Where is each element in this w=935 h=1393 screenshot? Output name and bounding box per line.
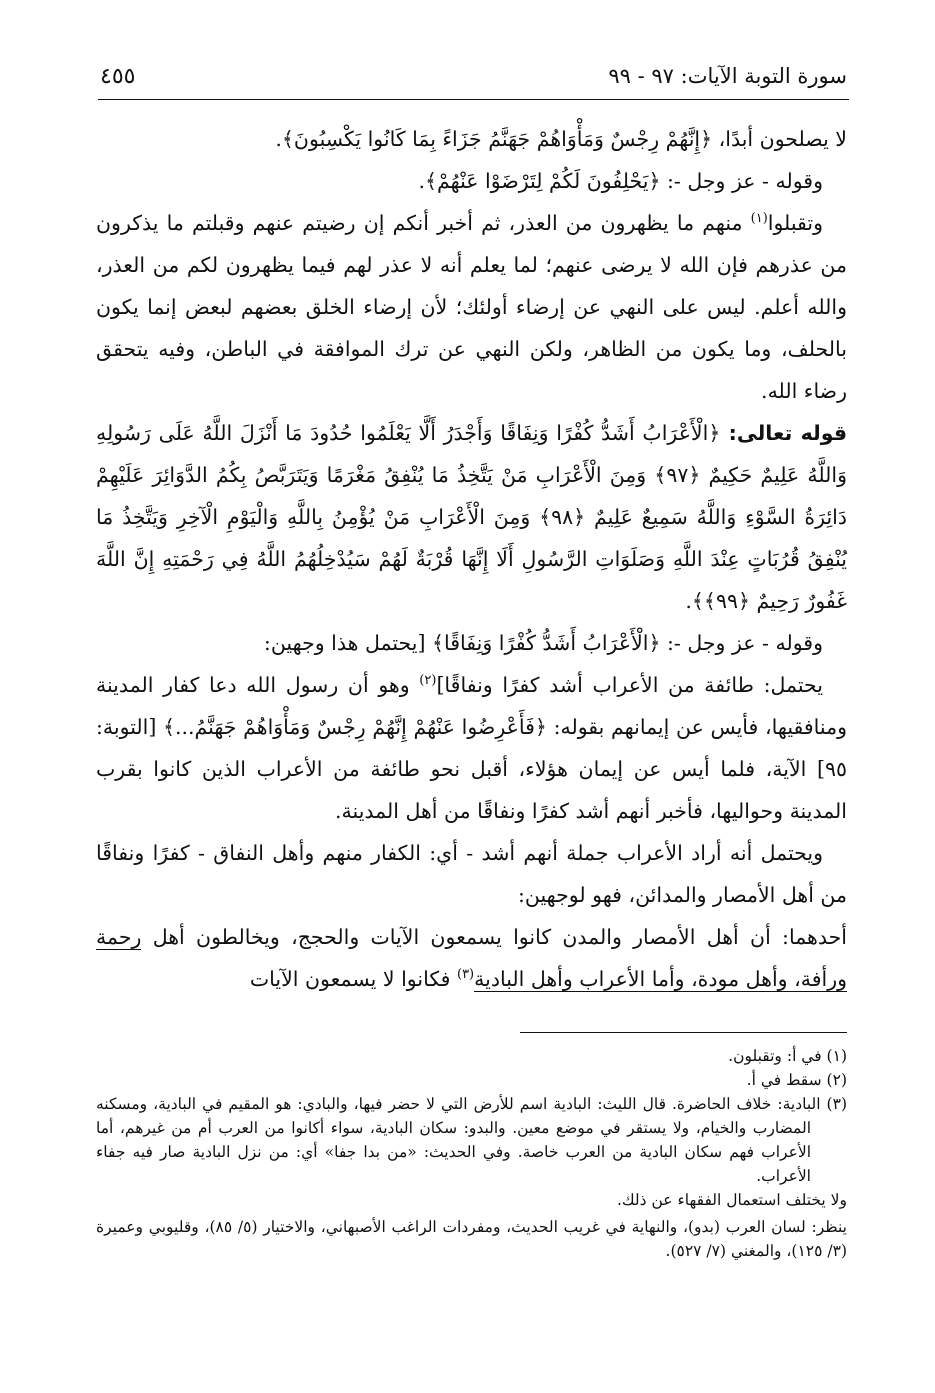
verse-lead: قوله تعالى: (720, 421, 848, 445)
header-rule (98, 99, 849, 100)
footnote-3-continuation: ولا يختلف استعمال الفقهاء عن ذلك. (616, 1191, 847, 1209)
paragraph-2: وقوله - عز وجل -: ﴿يَحْلِفُونَ لَكُمْ لِتَرْضَوْا عَنْهُمْ﴾. (418, 169, 823, 193)
paragraph-5: وقوله - عز وجل -: ﴿الْأَعْرَابُ أَشَدُّ كُفْرًا وَنِفَاقًا﴾ [يحتمل هذا وجهين: (263, 631, 823, 655)
footnote-3: (٣) البادية: خلاف الحاضرة. قال الليث: البادية اسم للأرض التي لا حضر فيها، والبادي: هو المقيم في البادية، ومسكنه المضارب والخيام، ولا يستقر في موضع معين. والبدو: سكان البادية، سواء أكانوا من العرب أم من غيرهم، أما الأعراب فهم سكان البادية من العرب خاصة. وفي الحديث: «من بدا جفا» أي: من نزل البادية صار فيه جفاء الأعراب. (96, 1095, 847, 1185)
paragraph-3-rest: منهم ما يظهرون من العذر، ثم أخبر أنكم إن رضيتم عنهم وقبلتم ما يذكرون من عذرهم فإن الله لا يرضى عنهم؛ لما يعلم أنه لا عذر لهم فيما يظهرون لكم من العذر، والله أعلم. ليس على النهي عن إرضاء أولئك؛ لأن إرضاء الخلق بعضهم لبعض إنما يكون بالحلف، وما يكون من الظاهر، ولكن النهي عن ترك الموافقة في الباطن، وفيه يتحقق رضاء الله. (96, 211, 847, 403)
verse-block (96, 412, 847, 622)
footnote-rule (520, 1032, 847, 1033)
paragraph-6 (96, 664, 847, 832)
paragraph-8-underlined: رحمة ورأفة، وأهل مودة، وأما الأعراب وأهل البادية (96, 925, 847, 991)
footnote-1: (١) في أ: وتقبلون. (728, 1047, 847, 1065)
verse-text: ﴿الْأَعْرَابُ أَشَدُّ كُفْرًا وَنِفَاقًا وَأَجْدَرُ أَلَّا يَعْلَمُوا حُدُودَ مَا أَنْزَلَ اللَّهُ عَلَى رَسُولِهِ وَاللَّهُ عَلِيمٌ حَكِيمٌ ﴿٩٧﴾ وَمِنَ الْأَعْرَابِ مَنْ يَتَّخِذُ مَا يُنْفِقُ مَغْرَمًا وَيَتَرَبَّصُ بِكُمُ الدَّوَائِرَ عَلَيْهِمْ دَائِرَةُ السَّوْءِ وَاللَّهُ سَمِيعٌ عَلِيمٌ ﴿٩٨﴾ وَمِنَ الْأَعْرَابِ مَنْ يُؤْمِنُ بِاللَّهِ وَالْيَوْمِ الْآخِرِ وَيَتَّخِذُ مَا يُنْفِقُ قُرُبَاتٍ عِنْدَ اللَّهِ وَصَلَوَاتِ الرَّسُولِ أَلَا إِنَّهَا قُرْبَةٌ لَهُمْ سَيُدْخِلُهُمُ اللَّهُ فِي رَحْمَتِهِ إِنَّ اللَّهَ غَفُورٌ رَحِيمٌ ﴿٩٩﴾﴾. (96, 421, 847, 613)
paragraph-8-start: أحدهما: أن أهل الأمصار والمدن كانوا يسمعون الآيات والحجج، ويخالطون أهل (141, 925, 847, 949)
page-number: ٤٥٥ (100, 63, 136, 89)
running-head (100, 58, 847, 94)
paragraph-6-rest: وهو أن رسول الله دعا كفار المدينة ومنافقيها، فأيس عن إيمانهم بقوله: ﴿فَأَعْرِضُوا عَنْهُمْ إِنَّهُمْ رِجْسٌ وَمَأْوَاهُمْ جَهَنَّمُ...﴾ [التوبة: ٩٥] الآية، فلما أيس عن إيمان هؤلاء، أقبل نحو طائفة من الأعراب الذين كانوا بقرب المدينة وحواليها، فأخبر أنهم أشد كفرًا ونفاقًا من أهل المدينة. (96, 673, 847, 823)
paragraph-3 (96, 202, 847, 412)
paragraph-7: ويحتمل أنه أراد الأعراب جملة أنهم أشد - أي: الكفار منهم وأهل النفاق - كفرًا ونفاقًا من أهل الأمصار والمدائن، فهو لوجهين: (96, 841, 847, 907)
footnote-ref-3: (٣) (456, 967, 475, 983)
footnotes (96, 1044, 847, 1263)
paragraph-8-rest: فكانوا لا يسمعون الآيات (249, 967, 457, 991)
footnote-3-references: ينظر: لسان العرب (بدو)، والنهاية في غريب الحديث، ومفردات الراغب الأصبهاني، والاختيار (٥/ ٨٥)، وقليوبي وعميرة (٣/ ١٢٥)، والمغني (٧/ ٥٢٧). (96, 1218, 847, 1260)
footnote-ref-2: (٢) (419, 673, 437, 689)
paragraph-1: لا يصلحون أبدًا، ﴿إِنَّهُمْ رِجْسٌ وَمَأْوَاهُمْ جَهَنَّمُ جَزَاءً بِمَا كَانُوا يَكْسِبُونَ﴾. (275, 127, 847, 151)
chapter-title: سورة التوبة الآيات: ٩٧ - ٩٩ (608, 64, 847, 88)
footnote-2: (٢) سقط في أ. (746, 1071, 847, 1089)
paragraph-6-start: يحتمل: طائفة من الأعراب أشد كفرًا ونفاقًا] (436, 673, 823, 697)
paragraph-3-start: وتقبلوا (767, 211, 823, 235)
paragraph-8 (96, 916, 847, 1000)
main-text (96, 118, 847, 1000)
footnote-ref-1: (١) (750, 211, 768, 227)
